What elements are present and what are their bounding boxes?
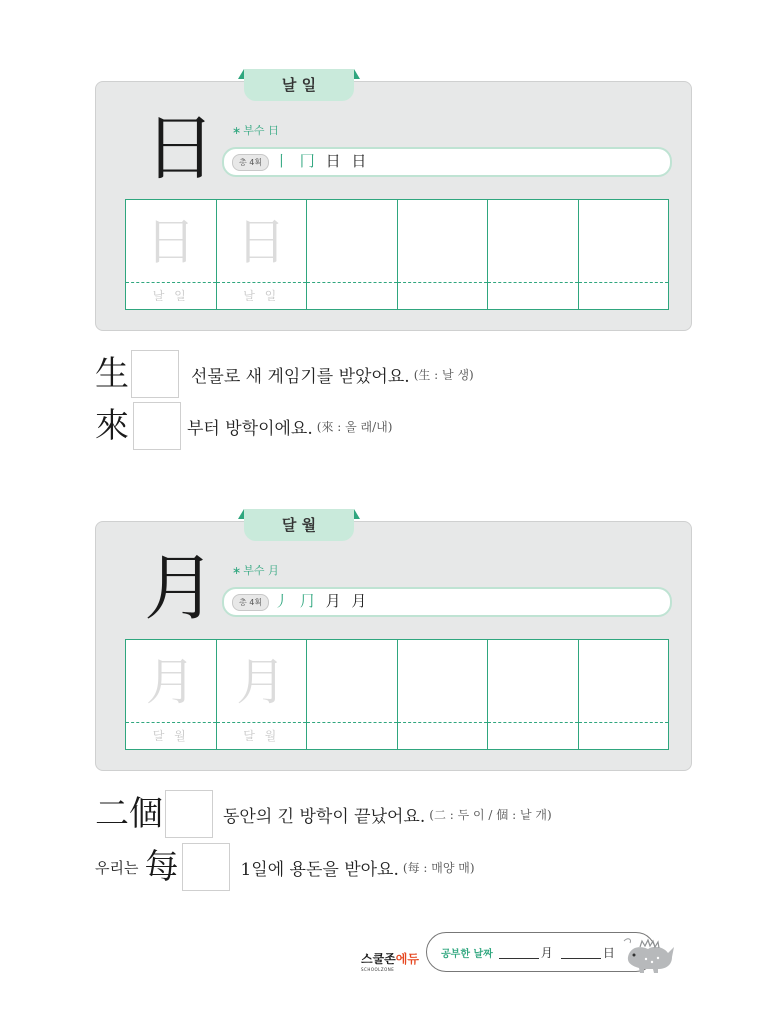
writing-cell[interactable] xyxy=(488,200,579,309)
example-note: (二 : 두 이 / 個 : 낱 개) xyxy=(429,807,552,822)
writing-cell[interactable] xyxy=(579,640,669,749)
example-sentence xyxy=(95,790,552,838)
example-note: (生 : 날 생) xyxy=(413,367,474,382)
writing-cell[interactable] xyxy=(579,200,669,309)
guide-line xyxy=(307,722,397,723)
reading-tab: 달 월 xyxy=(244,509,354,541)
trace-reading: 달 월 xyxy=(243,729,280,743)
stroke-count-badge: 총 4획 xyxy=(232,594,269,611)
month-unit: 月 xyxy=(540,945,553,960)
guide-line xyxy=(217,282,307,283)
trace-reading: 날 일 xyxy=(152,289,189,303)
writing-grid xyxy=(125,199,669,310)
stroke-step: ⺆ xyxy=(299,592,318,610)
radical-label: 부수 xyxy=(243,124,265,137)
radical-info xyxy=(232,122,279,138)
reading-tab: 날 일 xyxy=(244,69,354,101)
example-text: 선물로 새 게임기를 받았어요. xyxy=(191,366,410,387)
example-text: 부터 방학이에요. xyxy=(187,418,313,439)
stroke-step: 丿 xyxy=(274,592,293,610)
guide-line xyxy=(126,282,216,283)
guide-line xyxy=(398,722,488,723)
guide-line xyxy=(398,282,488,283)
guide-line xyxy=(488,282,578,283)
example-note: (來 : 올 래/내) xyxy=(316,419,393,434)
stroke-step: 月 xyxy=(351,592,370,610)
dinosaur-mascot-icon xyxy=(622,935,676,975)
guide-line xyxy=(488,722,578,723)
star-icon: ∗ xyxy=(232,124,242,137)
trace-character: 月 xyxy=(145,653,196,711)
brand-logo xyxy=(361,950,419,972)
stroke-step: 冂 xyxy=(299,152,318,170)
day-blank[interactable] xyxy=(561,946,601,959)
example-hanja: 每 xyxy=(144,847,179,887)
example-text: 동안의 긴 방학이 끝났어요. xyxy=(223,806,426,827)
writing-cell[interactable] xyxy=(488,640,579,749)
star-icon: ∗ xyxy=(232,564,242,577)
main-character: 月 xyxy=(144,546,217,630)
answer-box[interactable] xyxy=(131,350,179,398)
answer-box[interactable] xyxy=(182,843,230,891)
guide-line xyxy=(217,722,307,723)
date-label: 공부한 날짜 xyxy=(441,948,493,960)
trace-reading: 날 일 xyxy=(243,289,280,303)
trace-reading: 달 월 xyxy=(152,729,189,743)
character-card-2 xyxy=(95,516,692,771)
example-hanja: 生 xyxy=(95,354,129,394)
stroke-sequence xyxy=(274,591,369,611)
trace-character: 日 xyxy=(145,213,196,271)
example-prefix: 우리는 xyxy=(95,858,139,877)
example-sentence xyxy=(95,402,392,450)
logo-edu: 에듀 xyxy=(395,952,419,966)
answer-box[interactable] xyxy=(165,790,213,838)
stroke-step: 月 xyxy=(325,592,344,610)
writing-cell[interactable] xyxy=(307,640,398,749)
example-note: (每 : 매양 매) xyxy=(402,860,475,875)
guide-line xyxy=(307,282,397,283)
example-sentence xyxy=(95,843,475,891)
stroke-sequence xyxy=(274,151,369,171)
trace-cell[interactable] xyxy=(126,200,217,309)
radical-info xyxy=(232,562,279,578)
main-character: 日 xyxy=(144,106,217,190)
day-unit: 日 xyxy=(602,945,615,960)
logo-main: 스쿨존 xyxy=(361,952,396,966)
radical-char: 日 xyxy=(267,124,279,137)
example-text: 1일에 용돈을 받아요. xyxy=(240,859,399,880)
stroke-step: 丨 xyxy=(274,152,293,170)
trace-character: 日 xyxy=(236,213,287,271)
writing-cell[interactable] xyxy=(398,640,489,749)
stroke-order-bar xyxy=(222,147,672,177)
character-card-1 xyxy=(95,76,692,331)
radical-char: 月 xyxy=(267,564,279,577)
writing-cell[interactable] xyxy=(307,200,398,309)
answer-box[interactable] xyxy=(133,402,181,450)
trace-cell[interactable] xyxy=(217,640,308,749)
stroke-step: 日 xyxy=(325,152,344,170)
logo-subtitle: SCHOOLZONE xyxy=(361,967,395,972)
trace-cell[interactable] xyxy=(126,640,217,749)
example-sentence xyxy=(95,350,474,398)
trace-character: 月 xyxy=(236,653,287,711)
stroke-count-badge: 총 4획 xyxy=(232,154,269,171)
month-blank[interactable] xyxy=(499,946,539,959)
guide-line xyxy=(579,722,669,723)
guide-line xyxy=(579,282,669,283)
guide-line xyxy=(126,722,216,723)
stroke-step: 日 xyxy=(351,152,370,170)
writing-cell[interactable] xyxy=(398,200,489,309)
radical-label: 부수 xyxy=(243,564,265,577)
trace-cell[interactable] xyxy=(217,200,308,309)
stroke-order-bar xyxy=(222,587,672,617)
writing-grid xyxy=(125,639,669,750)
example-hanja: 二個 xyxy=(95,794,163,834)
example-hanja: 來 xyxy=(95,406,129,446)
